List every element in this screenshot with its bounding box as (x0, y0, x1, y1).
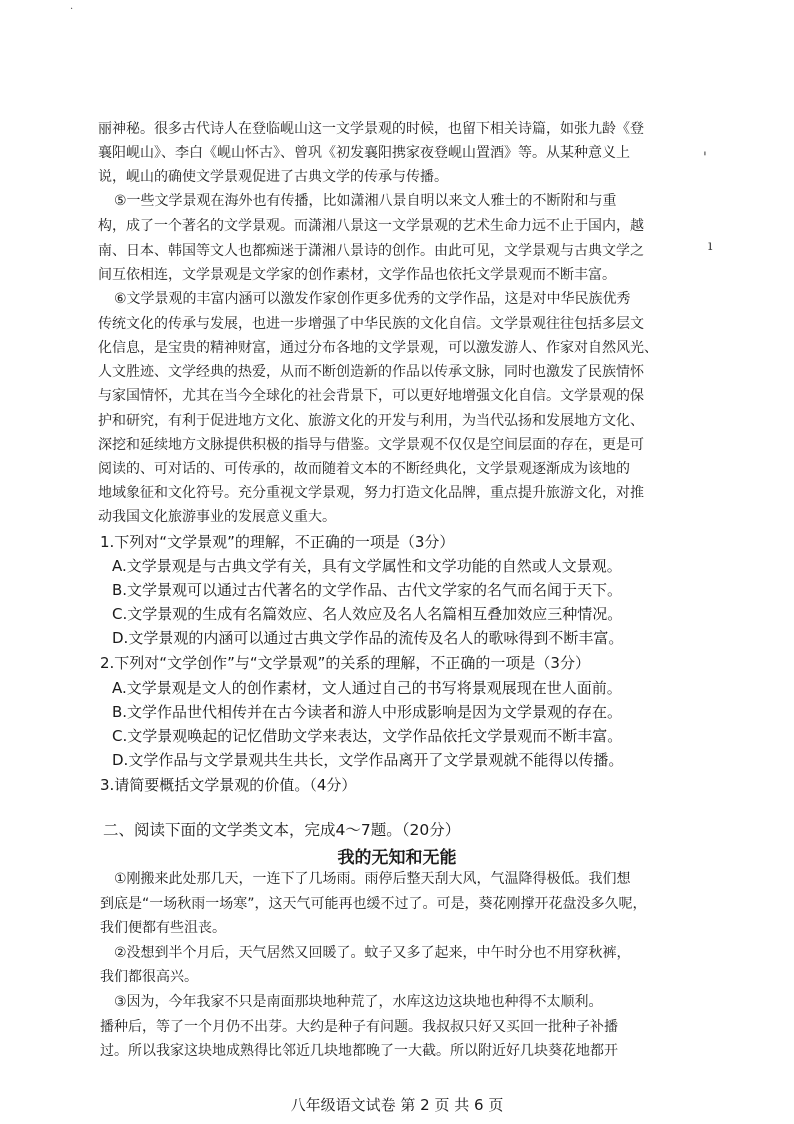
section-heading: 二、阅读下面的文学类文本，完成4～7题。（20分） (103, 821, 461, 839)
story-line: ②没想到半个月后，天气居然又回暖了。蚊子又多了起来，中午时分也不用穿秋裤， (114, 945, 631, 961)
question-1-stem: 1.下列对“文学景观”的理解，不正确的一项是（3分） (100, 533, 455, 551)
story-line: 我们便都有些沮丧。 (100, 920, 226, 936)
passage-line: 地域象征和文化符号。充分重视文学景观，努力打造文化品牌，重点提升旅游文化，对推 (98, 485, 644, 501)
scan-mark: ı (708, 238, 713, 254)
story-title: 我的无知和无能 (337, 848, 457, 868)
passage-line: 襄阳岘山》、李白《岘山怀古》、曾巩《初发襄阳携家夜登岘山置酒》等。从某种意义上 (98, 145, 630, 161)
question-1-option-c: C.文学景观的生成有名篇效应、名人效应及名人名篇相互叠加效应三种情况。 (112, 605, 623, 623)
question-1-option-a: A.文学景观是与古典文学有关，具有文学属性和文学功能的自然或人文景观。 (112, 557, 622, 575)
passage-line: 动我国文化旅游事业的发展意义重大。 (98, 509, 336, 525)
question-2-option-c: C.文学景观唤起的记忆借助文学来表达，文学作品依托文学景观而不断丰富。 (112, 727, 623, 745)
passage-line: 化信息，是宝贵的精神财富，通过分布各地的文学景观，可以激发游人、作家对自然风光、 (98, 340, 658, 356)
passage-line: 护和研究，有利于促进地方文化、旅游文化的开发与利用，为当代弘扬和发展地方文化、 (98, 413, 644, 429)
scan-dot: · (70, 4, 74, 15)
question-2-option-d: D.文学作品与文学景观共生共长，文学作品离开了文学景观就不能得以传播。 (112, 751, 624, 769)
question-1-option-b: B.文学景观可以通过古代著名的文学作品、古代文学家的名气而名闻于天下。 (112, 581, 623, 599)
passage-line: 构，成了一个著名的文学景观。而潇湘八景这一文学景观的艺术生命力远不止于国内，越 (98, 218, 644, 234)
passage-line: 人文胜迹、文学经典的热爱，从而不断创造新的作品以传承文脉，同时也激发了民族情怀 (98, 364, 644, 380)
story-line: 到底是“一场秋雨一场寒”，这天气可能再也缓不过了。可是，葵花刚撑开花盘没多久呢， (100, 896, 647, 912)
passage-line: ⑥文学景观的丰富内涵可以激发作家创作更多优秀的文学作品，这是对中华民族优秀 (114, 291, 631, 307)
story-line: 我们都很高兴。 (100, 969, 198, 985)
passage-line: 传统文化的传承与发展，也进一步增强了中华民族的文化自信。文学景观往往包括多层文 (98, 316, 644, 332)
page-footer: 八年级语文试卷 第 2 页 共 6 页 (290, 1096, 504, 1114)
question-1-option-d: D.文学景观的内涵可以通过古典文学作品的流传及名人的歌咏得到不断丰富。 (112, 629, 624, 647)
story-line: ①刚搬来此处那几天，一连下了几场雨。雨停后整天刮大风，气温降得极低。我们想 (114, 871, 631, 887)
passage-line: 说，岘山的确使文学景观促进了古典文学的传承与传播。 (98, 169, 448, 185)
passage-line: 阅读的、可对话的、可传承的，故而随着文本的不断经典化，文学景观逐渐成为该地的 (98, 461, 630, 477)
passage-line: 丽神秘。很多古代诗人在登临岘山这一文学景观的时候，也留下相关诗篇，如张九龄《登 (98, 121, 644, 137)
passage-line: 南、日本、韩国等文人也都痴迷于潇湘八景诗的创作。由此可见，文学景观与古典文学之 (98, 243, 644, 259)
passage-line: 深挖和延续地方文脉提供积极的指导与借鉴。文学景观不仅仅是空间层面的存在，更是可 (98, 437, 644, 453)
story-line: 播种后，等了一个月仍不出芽。大约是种子有问题。我叔叔只好又买回一批种子补播 (100, 1019, 618, 1035)
passage-line: 间互依相连，文学景观是文学家的创作素材，文学作品也依托文学景观而不断丰富。 (98, 267, 616, 283)
question-3-stem: 3.请简要概括文学景观的价值。（4分） (100, 776, 357, 794)
story-line: 过。所以我家这块地成熟得比邻近几块地都晚了一大截。所以附近好几块葵花地都开 (100, 1043, 618, 1059)
question-2-stem: 2.下列对“文学创作”与“文学景观”的关系的理解，不正确的一项是（3分） (100, 654, 590, 672)
question-2-option-b: B.文学作品世代相传并在古今读者和游人中形成影响是因为文学景观的存在。 (112, 703, 623, 721)
passage-line: 与家国情怀，尤其在当今全球化的社会背景下，可以更好地增强文化自信。文学景观的保 (98, 388, 644, 404)
question-2-option-a: A.文学景观是文人的创作素材，文人通过自己的书写将景观展现在世人面前。 (112, 679, 622, 697)
scan-mark: ' (703, 150, 707, 166)
passage-line: ⑤一些文学景观在海外也有传播，比如潇湘八景自明以来文人雅士的不断附和与重 (114, 193, 617, 209)
story-line: ③因为，今年我家不只是南面那块地种荒了，水库这边这块地也种得不太顺利。 (114, 994, 603, 1010)
